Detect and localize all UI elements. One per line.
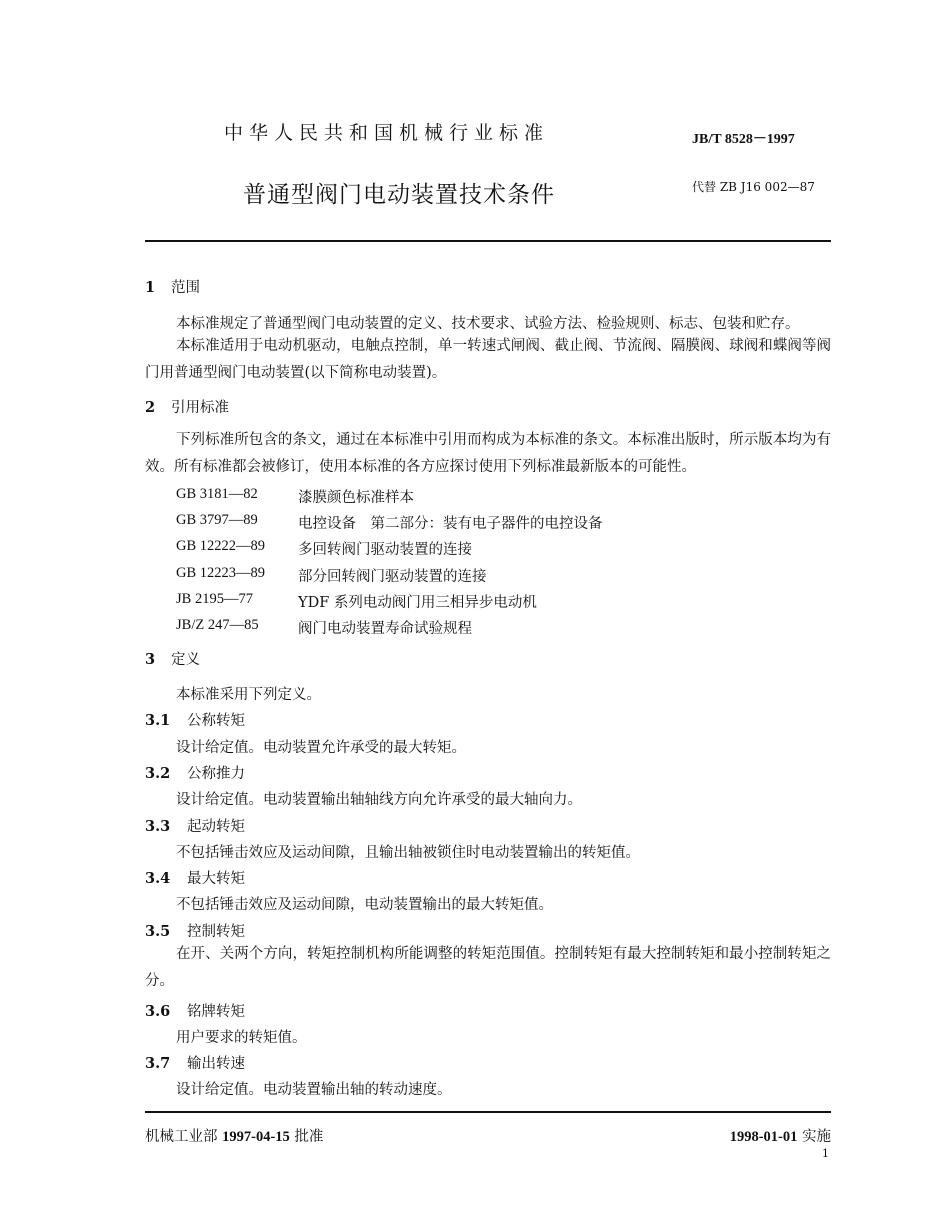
section-1-heading — [145, 276, 200, 297]
document-title: 普通型阀门电动装置技术条件 — [243, 182, 555, 208]
subsection-heading — [145, 1052, 245, 1073]
section-2-heading — [145, 396, 229, 417]
ref-code: JB 2195—77 — [176, 591, 253, 607]
issuer: 机械工业部 — [145, 1129, 218, 1145]
subsection-number: 3.1 — [145, 712, 171, 729]
paragraph: 本标准规定了普通型阀门电动装置的定义、技术要求、试验方法、检验规则、标志、包装和贮存。 — [176, 316, 800, 332]
paragraph: 本标准适用于电动机驱动，电触点控制，单一转速式闸阀、截止阀、节流阀、隔膜阀、球阀和蝶阀等阀门用普通型阀门电动装置(以下简称电动装置)。 — [145, 338, 831, 381]
effective-line — [730, 1125, 831, 1146]
standard-code: JB/T 8528－1997 — [692, 132, 795, 147]
ref-title: 阀门电动装置寿命试验规程 — [298, 621, 472, 637]
paragraph: 用户要求的转矩值。 — [176, 1030, 307, 1046]
ref-title: YDF 系列电动阀门用三相异步电动机 — [298, 595, 537, 611]
footer-rule — [145, 1111, 831, 1113]
section-3-heading — [145, 648, 200, 669]
issuing-body: 中华人民共和国机械行业标准 — [224, 122, 550, 144]
page-number: 1 — [822, 1147, 829, 1160]
effective-label: 实施 — [802, 1129, 831, 1145]
subsection-heading — [145, 920, 245, 941]
subsection-number: 3.3 — [145, 818, 171, 835]
subsection-number: 3.2 — [145, 765, 171, 782]
subsection-title: 公称推力 — [187, 766, 245, 782]
ref-title: 漆膜颜色标准样本 — [298, 490, 414, 506]
ref-title: 部分回转阀门驱动装置的连接 — [298, 569, 487, 585]
subsection-title: 起动转矩 — [187, 819, 245, 835]
header-rule — [145, 240, 831, 242]
subsection-number: 3.5 — [145, 923, 171, 940]
ref-code: JB/Z 247—85 — [176, 617, 259, 633]
section-number: 1 — [145, 279, 156, 296]
paragraph: 下列标准所包含的条文，通过在本标准中引用而构成为本标准的条文。本标准出版时，所示版本均为有效。所有标准都会被修订，使用本标准的各方应探讨使用下列标准最新版本的可能性。 — [145, 432, 831, 475]
section-number: 3 — [145, 651, 156, 668]
ref-code: GB 3797—89 — [176, 512, 258, 528]
paragraph: 不包括锤击效应及运动间隙，电动装置输出的最大转矩值。 — [176, 897, 553, 913]
section-title: 引用标准 — [171, 400, 229, 416]
subsection-heading — [145, 709, 245, 730]
subsection-title: 控制转矩 — [187, 924, 245, 940]
subsection-heading — [145, 762, 245, 783]
ref-title: 电控设备 第二部分：装有电子器件的电控设备 — [298, 516, 603, 532]
paragraph: 设计给定值。电动装置输出轴轴线方向允许承受的最大轴向力。 — [176, 792, 582, 808]
subsection-title: 最大转矩 — [187, 871, 245, 887]
subsection-heading — [145, 815, 245, 836]
subsection-title: 铭牌转矩 — [187, 1004, 245, 1020]
subsection-number: 3.6 — [145, 1003, 171, 1020]
approval-date: 1997-04-15 — [222, 1129, 290, 1145]
subsection-heading — [145, 1000, 245, 1021]
ref-title: 多回转阀门驱动装置的连接 — [298, 542, 472, 558]
paragraph: 本标准采用下列定义。 — [176, 687, 321, 703]
subsection-title: 输出转速 — [187, 1056, 245, 1072]
section-number: 2 — [145, 399, 156, 416]
subsection-number: 3.7 — [145, 1055, 171, 1072]
effective-date: 1998-01-01 — [729, 1129, 798, 1145]
paragraph: 不包括锤击效应及运动间隙，且输出轴被锁住时电动装置输出的转矩值。 — [176, 845, 640, 861]
subsection-heading — [145, 867, 245, 888]
approval-label: 批准 — [294, 1129, 324, 1145]
replaces-note: 代替 ZB J16 002—87 — [692, 180, 815, 194]
ref-code: GB 12222—89 — [176, 538, 266, 554]
subsection-number: 3.4 — [145, 870, 171, 887]
paragraph: 设计给定值。电动装置允许承受的最大转矩。 — [176, 740, 466, 756]
paragraph: 设计给定值。电动装置输出轴的转动速度。 — [176, 1082, 452, 1098]
section-title: 范围 — [171, 280, 200, 296]
approval-line — [145, 1125, 323, 1146]
paragraph: 在开、关两个方向，转矩控制机构所能调整的转矩范围值。控制转矩有最大控制转矩和最小控制转矩之分。 — [145, 946, 831, 989]
ref-code: GB 3181—82 — [176, 486, 258, 502]
section-title: 定义 — [171, 652, 200, 668]
ref-code: GB 12223—89 — [176, 565, 266, 581]
subsection-title: 公称转矩 — [187, 713, 245, 729]
